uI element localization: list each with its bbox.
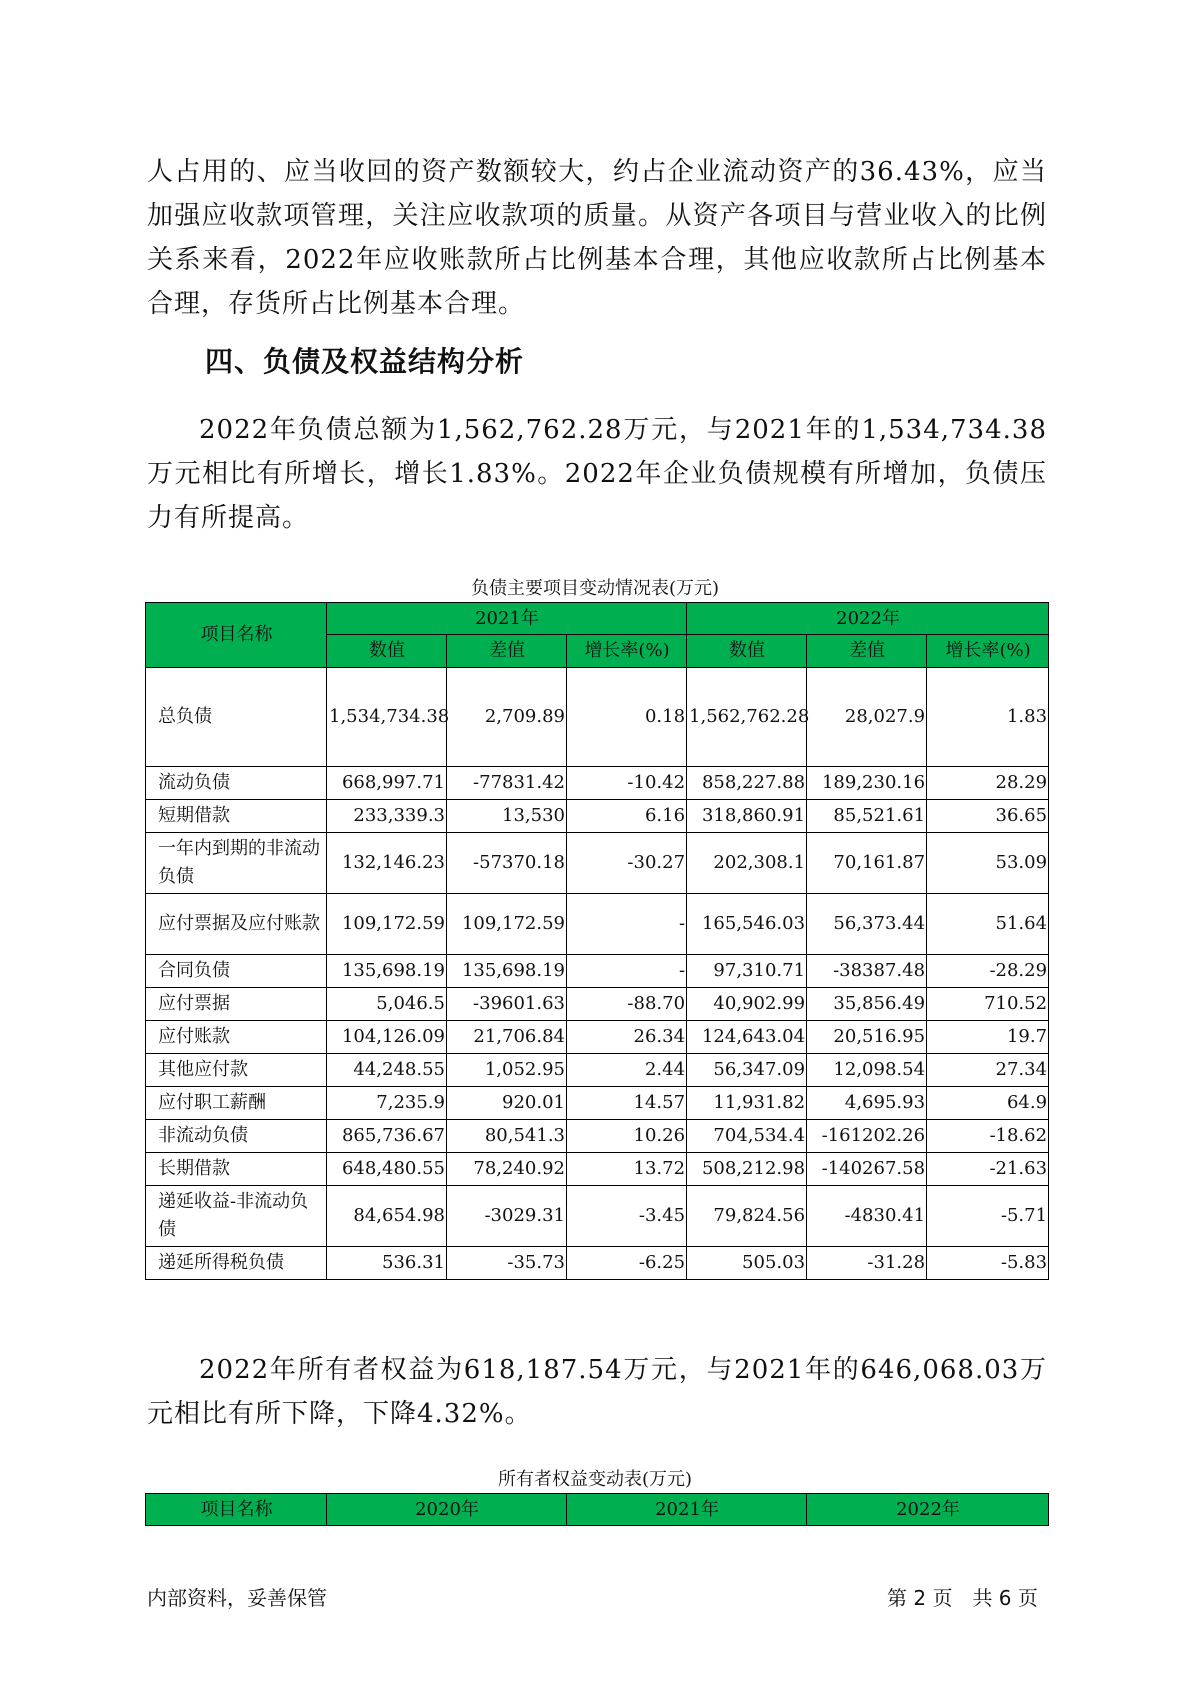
table-cell: 79,824.56 — [687, 1186, 807, 1247]
table-cell: -30.27 — [567, 833, 687, 894]
body-paragraph-1: 人占用的、应当收回的资产数额较大，约占企业流动资产的36.43%，应当加强应收款项管理，关注应收款项的质量。从资产各项目与营业收入的比例关系来看，2022年应收账款所占比例基本合理，其他应收款所占比例基本合理，存货所占比例基本合理。 — [147, 157, 1047, 319]
table-cell: -4830.41 — [807, 1186, 927, 1247]
table-cell: -21.63 — [927, 1153, 1049, 1186]
header-growth: 增长率(%) — [567, 635, 687, 668]
table-cell: 40,902.99 — [687, 988, 807, 1021]
table-cell: -39601.63 — [447, 988, 567, 1021]
table-cell: 508,212.98 — [687, 1153, 807, 1186]
table-row — [146, 833, 1049, 894]
header-year-2021: 2021年 — [567, 1494, 807, 1526]
body-paragraph-2: 2022年负债总额为1,562,762.28万元，与2021年的1,534,734.38万元相比有所增长，增长1.83%。2022年企业负债规模有所增加，负债压力有所提高。 — [147, 415, 1047, 533]
row-item-name: 应付职工薪酬 — [146, 1087, 327, 1120]
table-cell: 2.44 — [567, 1054, 687, 1087]
row-item-name: 流动负债 — [146, 767, 327, 800]
table-cell: 318,860.91 — [687, 800, 807, 833]
table-row — [146, 1247, 1049, 1280]
table-cell: 704,534.4 — [687, 1120, 807, 1153]
footer-page-number: 第 2 页 共 6 页 — [887, 1586, 1038, 1610]
table-cell: 109,172.59 — [327, 894, 447, 955]
table-row — [146, 1054, 1049, 1087]
table-row — [146, 894, 1049, 955]
liability-table-body — [146, 668, 1049, 1280]
liability-table — [145, 602, 1049, 1280]
header-diff: 差值 — [807, 635, 927, 668]
table-cell: 536.31 — [327, 1247, 447, 1280]
table-cell: 4,695.93 — [807, 1087, 927, 1120]
table-row — [146, 800, 1049, 833]
table-cell: 132,146.23 — [327, 833, 447, 894]
table-cell: 189,230.16 — [807, 767, 927, 800]
header-diff: 差值 — [447, 635, 567, 668]
row-item-name: 应付票据及应付账款 — [146, 894, 327, 955]
table-cell: 13.72 — [567, 1153, 687, 1186]
table-cell: -57370.18 — [447, 833, 567, 894]
header-value: 数值 — [687, 635, 807, 668]
row-item-name: 递延收益-非流动负债 — [146, 1186, 327, 1247]
table-cell: 28,027.9 — [807, 668, 927, 767]
row-item-name: 长期借款 — [146, 1153, 327, 1186]
table-cell: 36.65 — [927, 800, 1049, 833]
table-cell: 202,308.1 — [687, 833, 807, 894]
table-cell: -18.62 — [927, 1120, 1049, 1153]
table-cell: - — [567, 955, 687, 988]
row-item-name: 其他应付款 — [146, 1054, 327, 1087]
header-item-name: 项目名称 — [146, 1494, 327, 1526]
table-cell: 19.7 — [927, 1021, 1049, 1054]
table-cell: 1,562,762.28 — [687, 668, 807, 767]
table-cell: 135,698.19 — [447, 955, 567, 988]
table-cell: 124,643.04 — [687, 1021, 807, 1054]
header-item-name: 项目名称 — [146, 603, 327, 668]
table-cell: -5.83 — [927, 1247, 1049, 1280]
table-row — [146, 767, 1049, 800]
body-paragraph-3: 2022年所有者权益为618,187.54万元，与2021年的646,068.03万元相比有所下降，下降4.32%。 — [147, 1355, 1047, 1429]
header-year-2020: 2020年 — [327, 1494, 567, 1526]
table-cell: -140267.58 — [807, 1153, 927, 1186]
table-cell: 27.34 — [927, 1054, 1049, 1087]
table-row — [146, 1087, 1049, 1120]
table-cell: 85,521.61 — [807, 800, 927, 833]
table-cell: 1,052.95 — [447, 1054, 567, 1087]
table-cell: 0.18 — [567, 668, 687, 767]
table-cell: -6.25 — [567, 1247, 687, 1280]
table-cell: 11,931.82 — [687, 1087, 807, 1120]
row-item-name: 递延所得税负债 — [146, 1247, 327, 1280]
table-cell: 6.16 — [567, 800, 687, 833]
table-cell: 2,709.89 — [447, 668, 567, 767]
table-cell: -28.29 — [927, 955, 1049, 988]
table-cell: 97,310.71 — [687, 955, 807, 988]
table-row — [146, 1153, 1049, 1186]
table-cell: 44,248.55 — [327, 1054, 447, 1087]
row-item-name: 非流动负债 — [146, 1120, 327, 1153]
table-cell: 109,172.59 — [447, 894, 567, 955]
table-row — [146, 668, 1049, 767]
table-cell: -5.71 — [927, 1186, 1049, 1247]
row-item-name: 短期借款 — [146, 800, 327, 833]
table-cell: 505.03 — [687, 1247, 807, 1280]
table-cell: 858,227.88 — [687, 767, 807, 800]
table-row — [146, 988, 1049, 1021]
header-growth: 增长率(%) — [927, 635, 1049, 668]
header-year-2022: 2022年 — [687, 603, 1049, 635]
row-item-name: 应付票据 — [146, 988, 327, 1021]
header-year-2021: 2021年 — [327, 603, 687, 635]
table-row — [146, 955, 1049, 988]
table-cell: -10.42 — [567, 767, 687, 800]
table-cell: 1.83 — [927, 668, 1049, 767]
table-cell: -31.28 — [807, 1247, 927, 1280]
header-value: 数值 — [327, 635, 447, 668]
table-cell: 5,046.5 — [327, 988, 447, 1021]
table-cell: - — [567, 894, 687, 955]
table-cell: 20,516.95 — [807, 1021, 927, 1054]
section-heading: 四、负债及权益结构分析 — [205, 345, 525, 378]
table-cell: 84,654.98 — [327, 1186, 447, 1247]
table-cell: 865,736.67 — [327, 1120, 447, 1153]
table-cell: 78,240.92 — [447, 1153, 567, 1186]
table-cell: -38387.48 — [807, 955, 927, 988]
row-item-name: 合同负债 — [146, 955, 327, 988]
table-cell: 1,534,734.38 — [327, 668, 447, 767]
table-cell: 56,373.44 — [807, 894, 927, 955]
table-cell: 668,997.71 — [327, 767, 447, 800]
footer-confidential: 内部资料，妥善保管 — [147, 1586, 327, 1610]
table-cell: 13,530 — [447, 800, 567, 833]
header-year-2022: 2022年 — [807, 1494, 1049, 1526]
table-cell: 648,480.55 — [327, 1153, 447, 1186]
table-cell: 710.52 — [927, 988, 1049, 1021]
table-cell: 56,347.09 — [687, 1054, 807, 1087]
table-cell: 104,126.09 — [327, 1021, 447, 1054]
row-item-name: 应付账款 — [146, 1021, 327, 1054]
table-cell: 165,546.03 — [687, 894, 807, 955]
table2-caption: 所有者权益变动表(万元) — [497, 1469, 693, 1490]
table-cell: 21,706.84 — [447, 1021, 567, 1054]
table-cell: 53.09 — [927, 833, 1049, 894]
table-cell: 10.26 — [567, 1120, 687, 1153]
table-cell: 64.9 — [927, 1087, 1049, 1120]
table-row — [146, 1021, 1049, 1054]
table-cell: -3029.31 — [447, 1186, 567, 1247]
table-cell: 26.34 — [567, 1021, 687, 1054]
table-cell: 14.57 — [567, 1087, 687, 1120]
table-cell: 51.64 — [927, 894, 1049, 955]
table-cell: 7,235.9 — [327, 1087, 447, 1120]
equity-table — [145, 1493, 1049, 1526]
table-cell: -88.70 — [567, 988, 687, 1021]
table-cell: 12,098.54 — [807, 1054, 927, 1087]
table-cell: 28.29 — [927, 767, 1049, 800]
table-cell: 233,339.3 — [327, 800, 447, 833]
table-cell: -3.45 — [567, 1186, 687, 1247]
row-item-name: 总负债 — [146, 668, 327, 767]
table-cell: 70,161.87 — [807, 833, 927, 894]
table-cell: 920.01 — [447, 1087, 567, 1120]
table-cell: -35.73 — [447, 1247, 567, 1280]
table-row — [146, 1120, 1049, 1153]
table-cell: -77831.42 — [447, 767, 567, 800]
table-cell: -161202.26 — [807, 1120, 927, 1153]
row-item-name: 一年内到期的非流动负债 — [146, 833, 327, 894]
table1-caption: 负债主要项目变动情况表(万元) — [470, 578, 720, 599]
table-cell: 80,541.3 — [447, 1120, 567, 1153]
table-cell: 135,698.19 — [327, 955, 447, 988]
table-row — [146, 1186, 1049, 1247]
table-cell: 35,856.49 — [807, 988, 927, 1021]
